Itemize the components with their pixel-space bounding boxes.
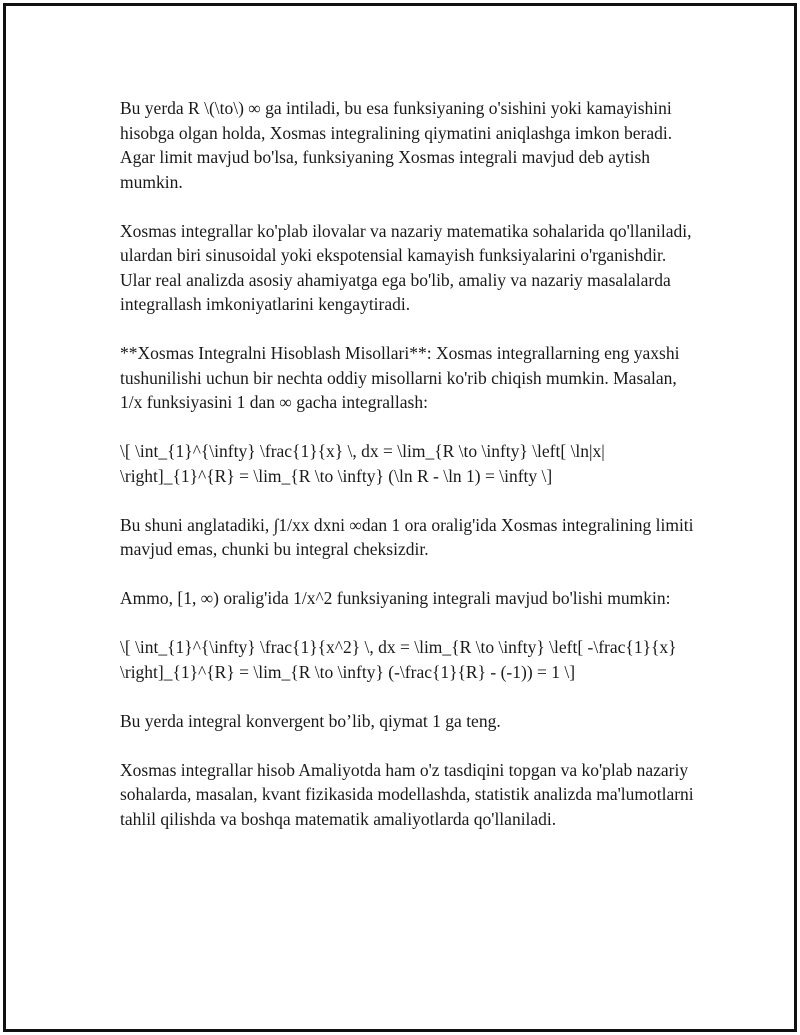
document-body <box>120 96 700 831</box>
formula-integral-1-over-x: \[ \int_{1}^{\infty} \frac{1}{x} \, dx = \lim_{R \to \infty} \left[ \ln|x| \right]_{1}^{R} = \lim_{R \to \infty} (\ln R - \ln 1) = \infty \] <box>120 441 605 486</box>
formula-integral-1-over-x-squared: \[ \int_{1}^{\infty} \frac{1}{x^2} \, dx = \lim_{R \to \infty} \left[ -\frac{1}{x} \right]_{1}^{R} = \lim_{R \to \infty} (-\frac{1}{R} - (-1)) = 1 \] <box>120 637 677 682</box>
paragraph-second-example: Ammo, [1, ∞) oralig'ida 1/x^2 funksiyaning integrali mavjud bo'lishi mumkin: <box>120 588 671 608</box>
paragraph-divergence-note: Bu shuni anglatadiki, ∫1/xx dxni ∞dan 1 ora oralig'ida Xosmas integralining limiti mavjud emas, chunki bu integral cheksizdir. <box>120 514 694 559</box>
paragraph-limit-explanation: Bu yerda R \(\to\) ∞ ga intiladi, bu esa funksiyaning o'sishini yoki kamayishini hisobga olgan holda, Xosmas integralining qiymatini aniqlashga imkon beradi. Agar limit mavjud bo'lsa, funksiyaning Xosmas integrali mavjud deb aytish mumkin. <box>120 98 673 192</box>
paragraph-convergence-note: Bu yerda integral konvergent bo’lib, qiymat 1 ga teng. <box>120 710 501 731</box>
paragraph-examples-heading: **Xosmas Integralni Hisoblash Misollari**: Xosmas integrallarning eng yaxshi tushunilishi uchun bir nechta oddiy misollarni ko'rib chiqish mumkin. Masalan, 1/x funksiyasini 1 dan ∞ gacha integrallash: <box>120 343 680 412</box>
page-frame <box>3 3 797 1032</box>
paragraph-applications: Xosmas integrallar ko'plab ilovalar va nazariy matematika sohalarida qo'llaniladi, ulardan biri sinusoidal yoki ekspotensial kamayish funksiyalarini o'rganishdir. Ular real analizda asosiy ahamiyatga ega bo'lib, amaliy va nazariy masalalarda integrallash imkoniyatlarini kengaytiradi. <box>120 220 692 314</box>
paragraph-conclusion: Xosmas integrallar hisob Amaliyotda ham o'z tasdiqini topgan va ko'plab nazariy sohalarda, masalan, kvant fizikasida modellashda, statistik analizda ma'lumotlarni tahlil qilishda va boshqa matematik amaliyotlarda qo'llaniladi. <box>120 759 694 829</box>
